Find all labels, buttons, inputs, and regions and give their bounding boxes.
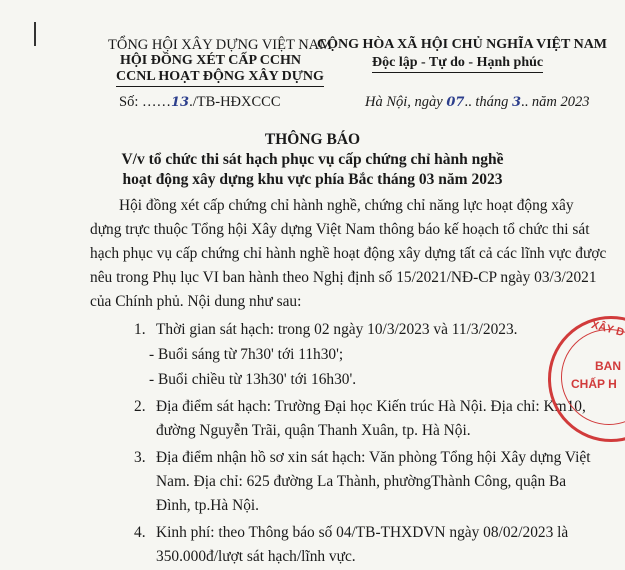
official-stamp	[548, 316, 625, 442]
item-line: Nam. Địa chỉ: 625 đường La Thành, phườngThành Công, quận Ba	[156, 473, 567, 490]
intro-line: dựng trực thuộc Tổng hội Xây dựng Việt Nam thông báo kế hoạch tổ chức thi sát	[90, 221, 590, 238]
date-prefix: Hà Nội, ngày	[365, 94, 443, 110]
item-number: 4.	[134, 524, 146, 541]
date-month: 3	[511, 95, 522, 110]
council-name-line2: CCNL HOẠT ĐỘNG XÂY DỰNG	[116, 68, 324, 87]
item-line: Thời gian sát hạch: trong 02 ngày 10/3/2023 và 11/3/2023.	[156, 321, 518, 338]
org-name: TỔNG HỘI XÂY DỰNG VIỆT NAM	[108, 37, 333, 53]
country-motto: Độc lập - Tự do - Hạnh phúc	[372, 54, 543, 73]
intro-line: của Chính phủ. Nội dung như sau:	[90, 293, 302, 310]
document-date: Hà Nội, ngày 07.. tháng 3.. năm 2023	[365, 94, 590, 110]
intro-line: Hội đồng xét cấp chứng chỉ hành nghề, chứng chỉ năng lực hoạt động xây	[119, 197, 574, 214]
date-suffix: năm 2023	[531, 94, 590, 110]
number-value: 13	[170, 95, 190, 110]
item-line: Đình, tp.Hà Nội.	[156, 497, 260, 514]
date-day: 07	[446, 95, 465, 110]
item-number: 1.	[134, 321, 146, 338]
date-mid: tháng	[475, 94, 509, 110]
council-name-line1: HỘI ĐỒNG XÉT CẤP CCHN	[120, 53, 301, 68]
document-number	[119, 94, 281, 111]
item-line: - Buổi chiều từ 13h30' tới 16h30'.	[149, 371, 357, 388]
notice-heading: THÔNG BÁO	[264, 131, 361, 148]
stamp-ring-text: XÂY D	[590, 318, 625, 340]
item-number: 3.	[134, 449, 146, 466]
stamp-inner-ring	[561, 329, 625, 425]
intro-line: hạch phục vụ cấp chứng chỉ hành nghề hoạt động xây dựng tất cả các lĩnh vực được	[90, 245, 607, 262]
item-line: đường Nguyễn Trãi, quận Thanh Xuân, tp. Hà Nội.	[156, 422, 471, 439]
number-prefix: Số: ……	[119, 94, 171, 110]
notice-subject-line1: V/v tổ chức thi sát hạch phục vụ cấp chứng chỉ hành nghề	[121, 151, 504, 168]
intro-line: nêu trong Phụ lục VI ban hành theo Nghị định số 15/2021/NĐ-CP ngày 03/3/2021	[90, 269, 597, 286]
item-line: 350.000đ/lượt sát hạch/lĩnh vực.	[156, 548, 356, 565]
country-name: CỘNG HÒA XÃ HỘI CHỦ NGHĨA VIỆT NAM	[317, 37, 608, 52]
stamp-text-line1: BAN	[595, 359, 621, 373]
margin-mark	[34, 22, 36, 46]
notice-subject-line2: hoạt động xây dựng khu vực phía Bắc tháng 03 năm 2023	[122, 171, 503, 188]
item-line: Địa điểm nhận hồ sơ xin sát hạch: Văn phòng Tổng hội Xây dựng Việt	[156, 449, 591, 466]
number-suffix: ./TB-HĐXCCC	[189, 94, 281, 110]
stamp-text-line2: CHẤP H	[571, 377, 617, 391]
item-line: - Buổi sáng từ 7h30' tới 11h30';	[149, 346, 344, 363]
item-number: 2.	[134, 398, 146, 415]
item-line: Địa điểm sát hạch: Trường Đại học Kiến trúc Hà Nội. Địa chỉ: Km10,	[156, 398, 586, 415]
item-line: Kinh phí: theo Thông báo số 04/TB-THXDVN ngày 08/02/2023 là	[156, 524, 569, 541]
